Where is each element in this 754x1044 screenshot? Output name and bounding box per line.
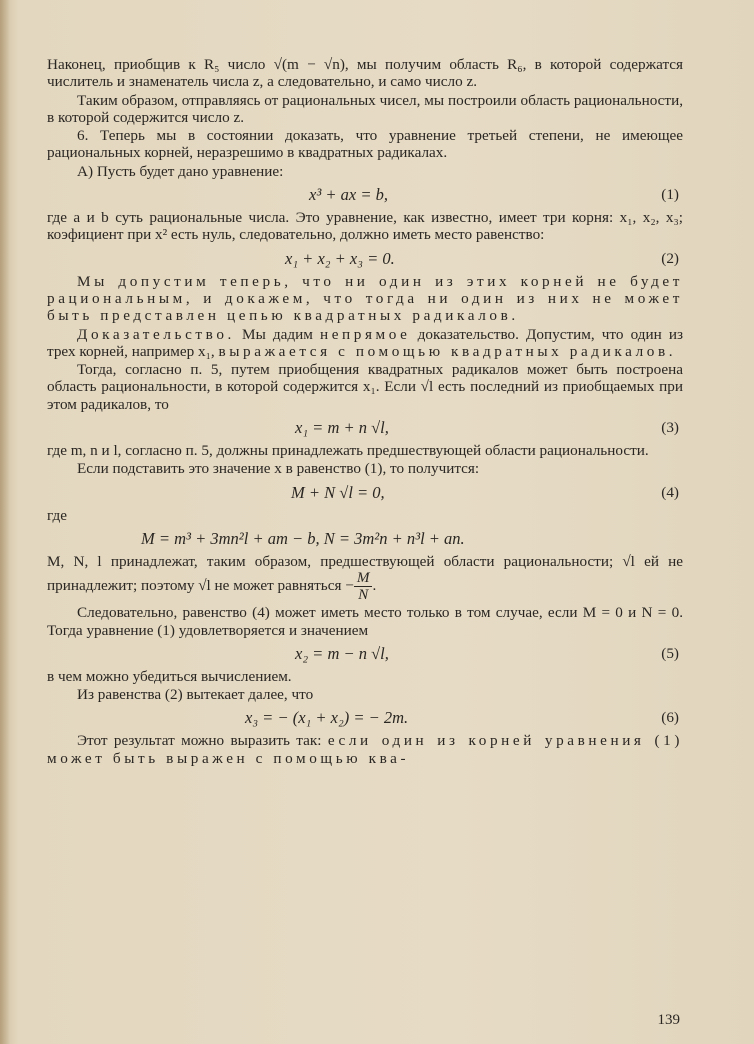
- paragraph-10: Если подставить это значение x в равенство (1), то получится:: [77, 460, 480, 478]
- equation-6: [47, 704, 683, 732]
- equation-1-body: x³ + ax = b,: [309, 185, 388, 205]
- equation-5: [47, 640, 683, 668]
- paragraph-15: Из равенства (2) вытекает далее, что: [77, 686, 314, 704]
- equation-2: [47, 245, 683, 273]
- paragraph-12: [47, 553, 683, 603]
- paragraph-14: в чем можно убедиться вычислением.: [47, 667, 292, 685]
- minus-sign: −: [345, 577, 354, 595]
- page-edge-shadow: [0, 0, 10, 1044]
- fraction-denominator: N: [358, 586, 369, 604]
- equation-1-number: (1): [661, 186, 679, 204]
- fraction-m-over-n: [354, 570, 373, 603]
- paragraph-7: [47, 326, 683, 361]
- paragraph-12-text: M, N, l принадлежат, таким образом, предшествующей области рациональности; √l ей не принадлежит; поэтому √l не может равняться: [47, 552, 683, 595]
- paragraph-13: Следовательно, равенство (4) может иметь место только в том случае, если M = 0 и N = 0. Тогда уравнение (1) удовлетворяется и значением: [47, 604, 683, 639]
- equation-3-number: (3): [661, 419, 679, 437]
- indirect-word: непрямое: [319, 325, 411, 343]
- equation-5-number: (5): [661, 644, 679, 662]
- equation-3-body: x₁ = m + n √l,: [295, 418, 389, 438]
- equation-1: [47, 181, 683, 209]
- paragraph-5: где a и b суть рациональные числа. Это уравнение, как известно, имеет три корня: x₁, x₂, x₃; коэфициент при x² есть нуль, следовательно, должно иметь место равенство:: [47, 209, 683, 244]
- paragraph-16-spaced: если один из корней уравнения (1) может быть выражен с помощью ква-: [47, 732, 683, 767]
- paragraph-6: Мы допустим теперь, что ни один из этих корней не будет рациональным, и докажем, что тогда ни один из них не может быть представлен цепью квадратных радикалов.: [47, 272, 683, 325]
- paragraph-16: [47, 732, 683, 767]
- equation-3: [47, 414, 683, 442]
- page-text: [47, 56, 683, 768]
- paragraph-3: 6. Теперь мы в состоянии доказать, что уравнение третьей степени, не имеющее рациональных корней, неразрешимо в квадратных радикалах.: [47, 127, 683, 162]
- paragraph-11: где: [47, 506, 67, 524]
- equation-4-definitions-body: M = m³ + 3mn²l + am − b, N = 3m²n + n³l + an.: [141, 528, 465, 548]
- equation-4: [47, 479, 683, 507]
- paragraph-1: Наконец, приобщив к R₅ число √(m − √n), мы получим область R₆, в которой содержатся числитель и знаменатель числа z, а следовательно, и само число z.: [47, 56, 683, 91]
- paragraph-7-spaced: выражается с помощью квадратных радикалов.: [218, 342, 677, 360]
- paragraph-9: где m, n и l, согласно п. 5, должны принадлежать предшествующей области рациональности.: [47, 442, 649, 460]
- paragraph-16-text: Этот результат можно выразить так:: [77, 732, 328, 750]
- paragraph-7-part-d: доказательство. Допустим, что один из трех корней, например x₁,: [47, 325, 683, 360]
- paragraph-7-part-b: Мы дадим: [234, 325, 320, 343]
- equation-2-body: x₁ + x₂ + x₃ = 0.: [285, 248, 395, 268]
- equation-4-definitions: [47, 525, 683, 553]
- paragraph-8: Тогда, согласно п. 5, путем приобщения квадратных радикалов может быть построена область рациональности, в которой содержится x₁. Если √l есть последний из приобщаемых при этом радикалов, то: [47, 361, 683, 413]
- equation-6-body: x₃ = − (x₁ + x₂) = − 2m.: [245, 708, 409, 728]
- paragraph-12-period: .: [372, 577, 377, 595]
- equation-2-number: (2): [661, 249, 679, 267]
- paragraph-4: A) Пусть будет дано уравнение:: [77, 162, 284, 180]
- paragraph-2: Таким образом, отправляясь от рациональных чисел, мы построили область рациональности, в которой содержится число z.: [47, 91, 683, 126]
- equation-4-body: M + N √l = 0,: [291, 482, 385, 502]
- equation-4-number: (4): [661, 483, 679, 501]
- equation-5-body: x₂ = m − n √l,: [295, 643, 389, 663]
- page-number: 139: [657, 1012, 680, 1028]
- fraction-numerator: M: [354, 570, 373, 587]
- proof-heading: Доказательство.: [77, 325, 235, 343]
- equation-6-number: (6): [661, 709, 679, 727]
